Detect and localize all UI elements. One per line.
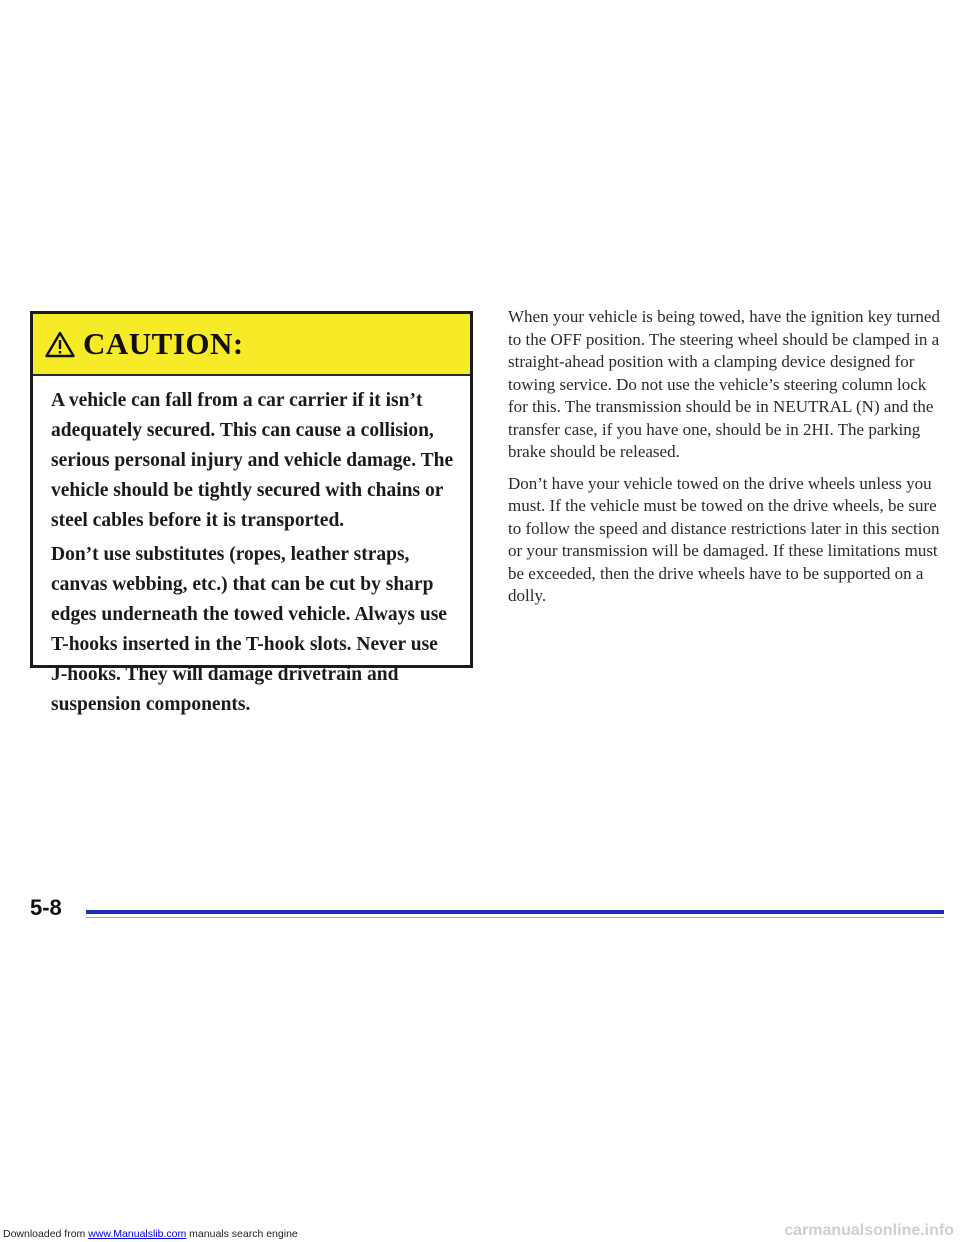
body-paragraph-1: When your vehicle is being towed, have the ignition key turned to the OFF position. The steering wheel should be clamped in a straight-ahead position with a clamping device designed for towing service. Do not use the vehicle’s steering column lock for this. The transmission should be in NEUTRAL (N) and the transfer case, if you have one, should be in 2HI. The parking brake should be released. xyxy=(508,307,940,461)
footer-rule-thin xyxy=(86,917,944,918)
watermark: carmanualsonline.info xyxy=(784,1222,954,1239)
footer-rule xyxy=(86,910,944,914)
banner-prefix: Downloaded from xyxy=(3,1228,89,1240)
caution-paragraph-2: Don’t use substitutes (ropes, leather straps, canvas webbing, etc.) that can be cut by sharp edges underneath the towed vehicle. Always use T-hooks inserted in the T-hook slots. Never use J-hooks. They will damage drivetrain and suspension components. xyxy=(51,544,447,715)
warning-triangle-icon xyxy=(45,331,75,358)
caution-header xyxy=(33,314,470,376)
caution-paragraph-1: A vehicle can fall from a car carrier if it isn’t adequately secured. This can cause a collision, serious personal injury and vehicle damage. The vehicle should be tightly secured with chains or steel cables before it is transported. xyxy=(51,390,454,531)
caution-body xyxy=(33,376,470,720)
body-paragraph-2: Don’t have your vehicle towed on the drive wheels unless you must. If the vehicle must be towed on the drive wheels, be sure to follow the speed and distance restrictions later in this section or your transmission will be damaged. If these limitations must be exceeded, then the drive wheels have to be supported on a dolly. xyxy=(508,473,940,605)
caution-title: CAUTION: xyxy=(83,326,244,361)
download-banner xyxy=(3,1228,298,1240)
page-number: 5-8 xyxy=(30,895,62,920)
body-text-column xyxy=(508,306,944,608)
manualslib-link[interactable]: www.Manualslib.com xyxy=(88,1228,187,1240)
caution-box xyxy=(30,311,473,715)
banner-suffix: manuals search engine xyxy=(186,1228,298,1240)
